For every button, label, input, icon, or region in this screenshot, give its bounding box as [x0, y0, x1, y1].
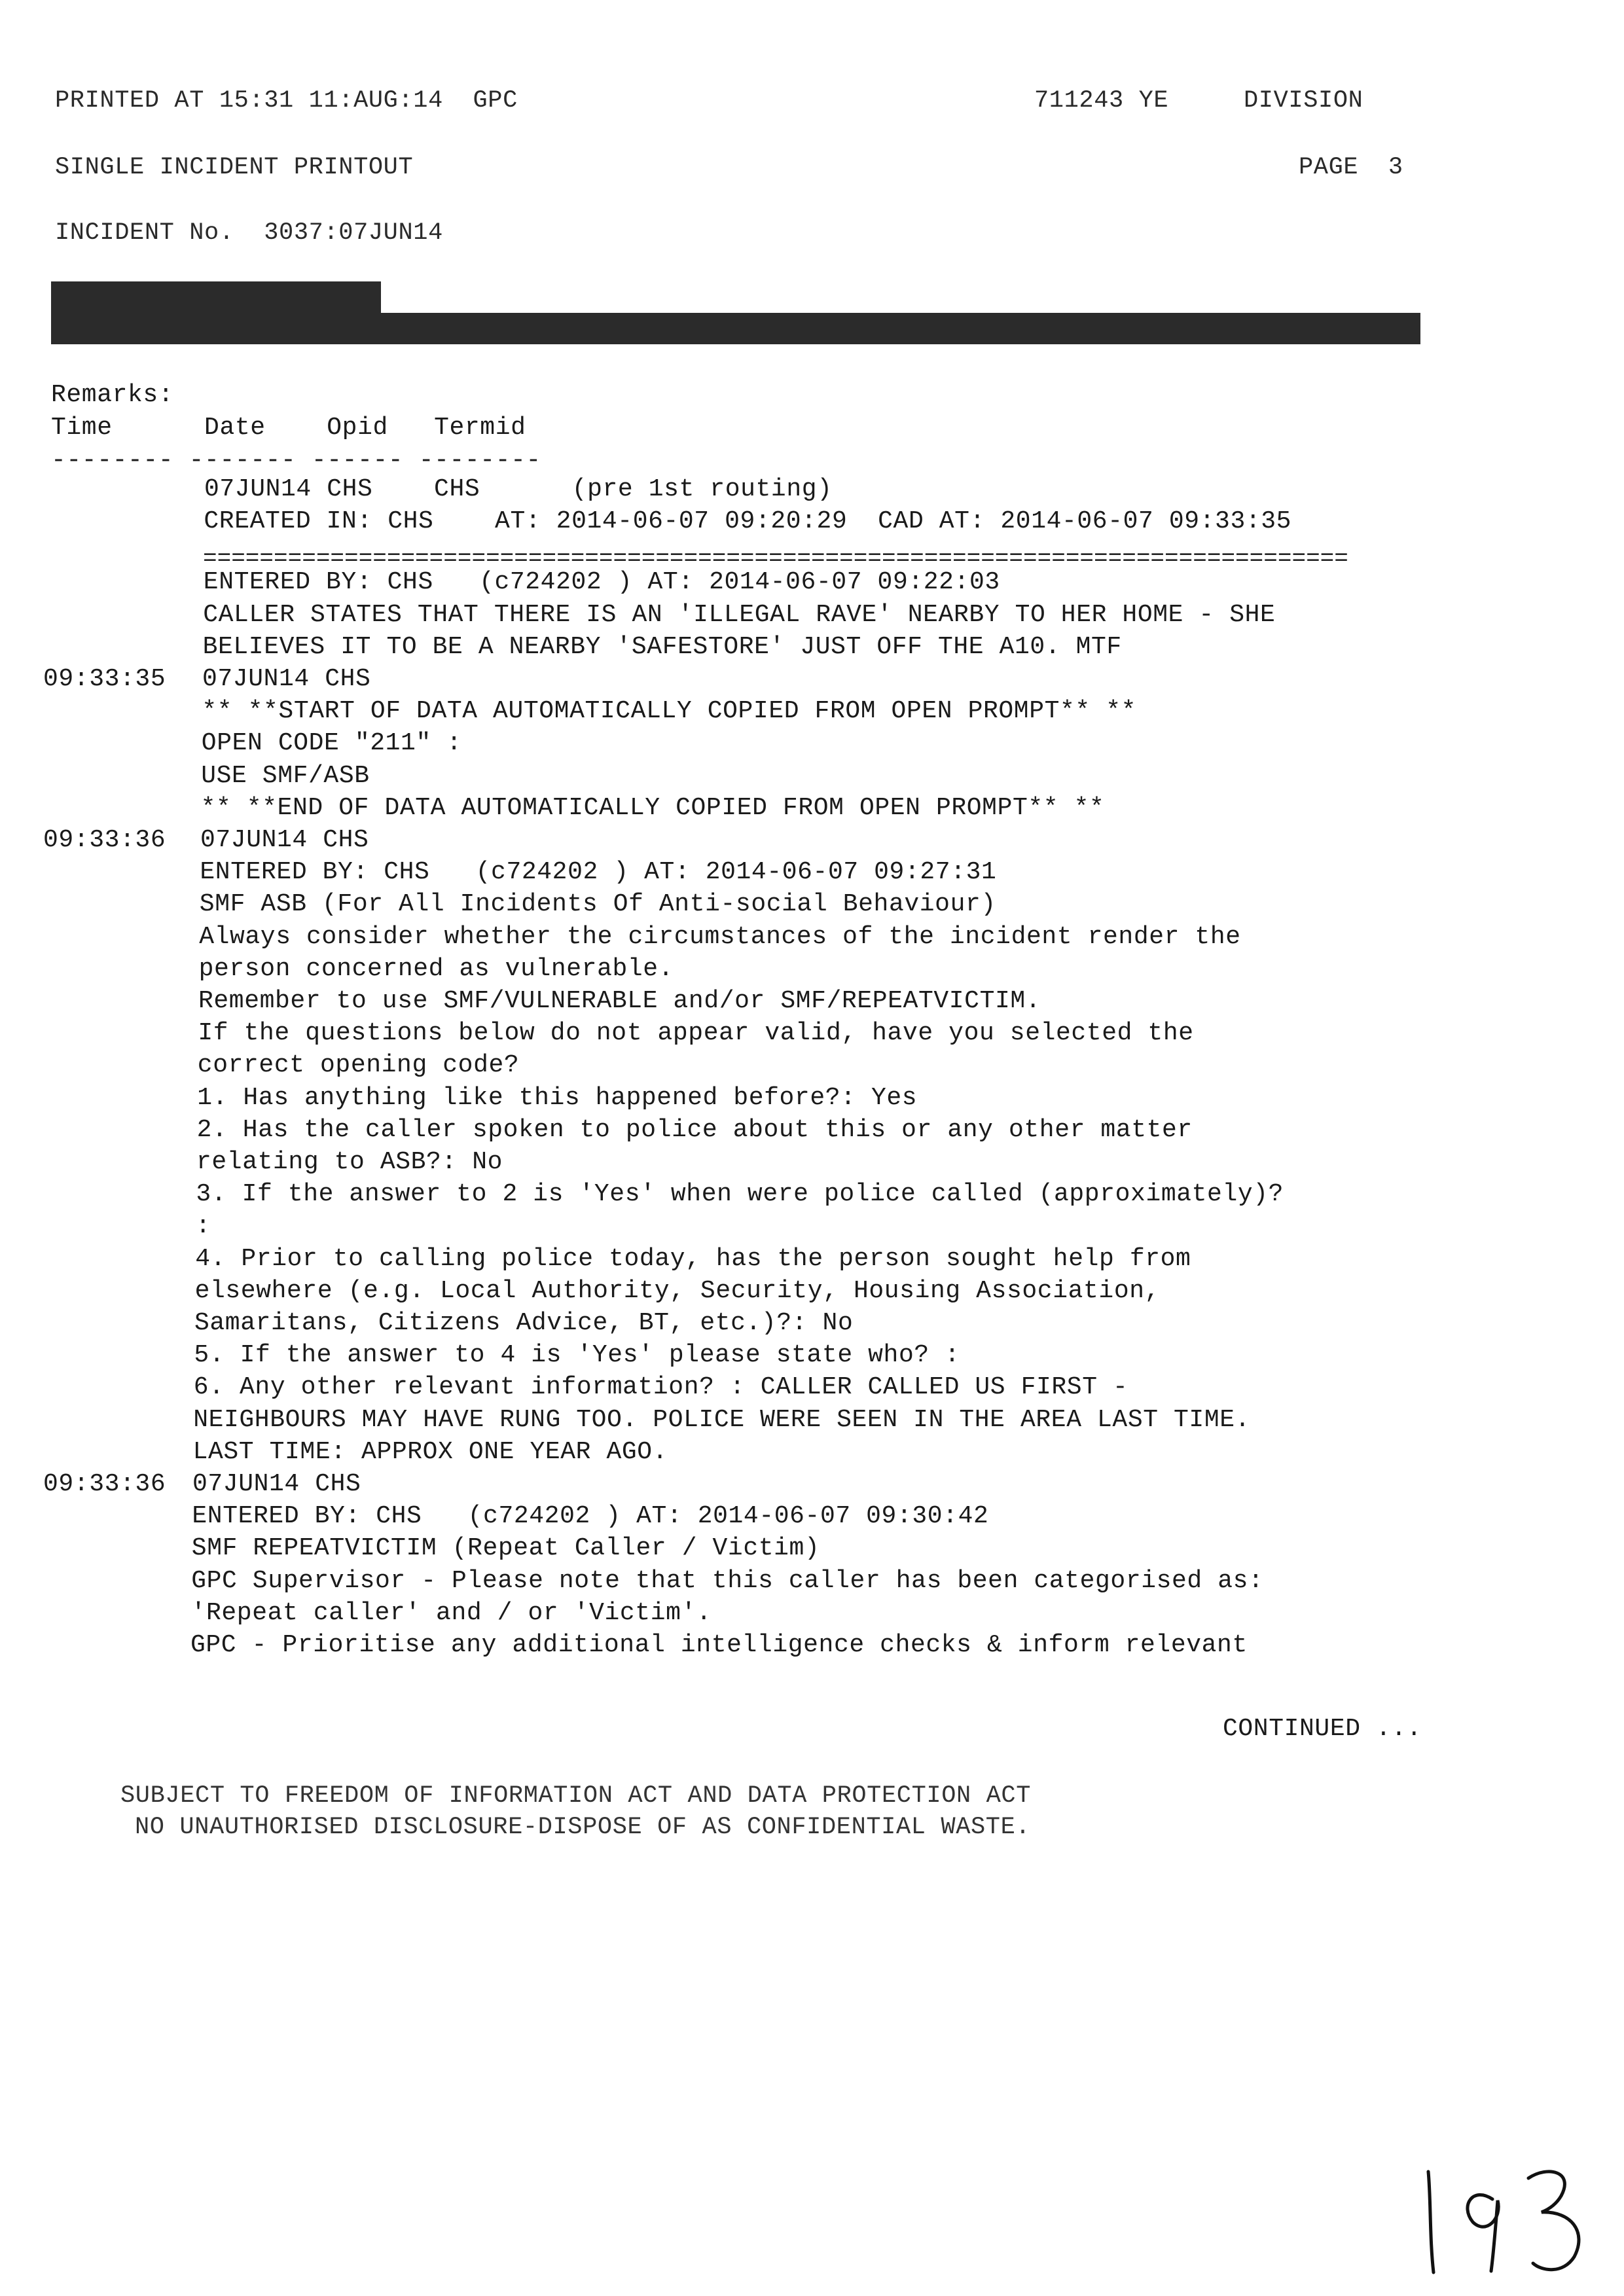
footer-line-1: SUBJECT TO FREEDOM OF INFORMATION ACT AND DATA PROTECTION ACT	[120, 1782, 1032, 1810]
remark-line: relating to ASB?: No	[196, 1148, 503, 1176]
remark-line: elsewhere (e.g. Local Authority, Security, Housing Association,	[194, 1276, 1161, 1305]
remark-line: correct opening code?	[197, 1051, 520, 1080]
division-label: DIVISION	[1244, 87, 1363, 115]
remark-line: ENTERED BY: CHS (c724202 ) AT: 2014-06-07 09:30:42	[192, 1502, 989, 1531]
remark-line: person concerned as vulnerable.	[198, 954, 674, 983]
remark-line: ENTERED BY: CHS (c724202 ) AT: 2014-06-07 09:22:03	[203, 568, 1000, 597]
page-label: PAGE 3	[1299, 154, 1403, 181]
remark-line: GPC Supervisor - Please note that this caller has been categorised as:	[191, 1566, 1264, 1595]
remark-line: GPC - Prioritise any additional intelligence checks & inform relevant	[190, 1631, 1248, 1659]
remark-line: If the questions below do not appear valid, have you selected the	[198, 1019, 1194, 1048]
remark-line: NEIGHBOURS MAY HAVE RUNG TOO. POLICE WERE SEEN IN THE AREA LAST TIME.	[193, 1405, 1251, 1434]
remark-line: 07JUN14 CHS CHS (pre 1st routing)	[204, 475, 833, 503]
entry-time: 09:33:36	[43, 1470, 166, 1498]
remark-line: ENTERED BY: CHS (c724202 ) AT: 2014-06-07 09:27:31	[200, 858, 997, 887]
remark-line: Samaritans, Citizens Advice, BT, etc.)?: No	[194, 1309, 854, 1337]
remark-line: ** **END OF DATA AUTOMATICALLY COPIED FROM OPEN PROMPT** **	[200, 793, 1105, 822]
remark-line: 07JUN14 CHS	[192, 1470, 361, 1498]
printed-at: PRINTED AT 15:31 11:AUG:14 GPC	[55, 87, 518, 115]
footer-line-2: NO UNAUTHORISED DISCLOSURE-DISPOSE OF AS CONFIDENTIAL WASTE.	[135, 1814, 1031, 1841]
handwritten-page-number	[1414, 2160, 1610, 2278]
remark-line: 3. If the answer to 2 is 'Yes' when were police called (approximately)?	[196, 1180, 1284, 1209]
entry-time: 09:33:36	[43, 826, 166, 854]
remarks-columns: Time Date Opid Termid	[51, 414, 526, 442]
remark-line: 6. Any other relevant information? : CALLER CALLED US FIRST -	[193, 1373, 1128, 1402]
remarks-dashes: -------- ------- ------ --------	[51, 446, 541, 475]
remark-line: 07JUN14 CHS	[202, 665, 371, 693]
remark-line: CALLER STATES THAT THERE IS AN 'ILLEGAL RAVE' NEARBY TO HER HOME - SHE	[203, 600, 1276, 629]
remark-line: 07JUN14 CHS	[200, 826, 369, 854]
remark-line: :	[195, 1212, 211, 1241]
remark-line: 5. If the answer to 4 is 'Yes' please state who? :	[194, 1341, 960, 1370]
remark-line: ** **START OF DATA AUTOMATICALLY COPIED FROM OPEN PROMPT** **	[202, 697, 1137, 726]
remark-line: 2. Has the caller spoken to police about this or any other matter	[196, 1115, 1193, 1144]
remark-line: OPEN CODE "211" :	[201, 729, 462, 758]
continued-label: CONTINUED ...	[1223, 1715, 1422, 1743]
redaction-notch	[381, 281, 1420, 313]
incident-number: INCIDENT No. 3037:07JUN14	[55, 219, 443, 247]
remarks-label: Remarks:	[51, 381, 174, 409]
remark-line: LAST TIME: APPROX ONE YEAR AGO.	[192, 1437, 668, 1466]
remark-line: CREATED IN: CHS AT: 2014-06-07 09:20:29 CAD AT: 2014-06-07 09:33:35	[204, 507, 1292, 536]
remark-line: 4. Prior to calling police today, has the person sought help from	[195, 1244, 1191, 1273]
remark-line: SMF ASB (For All Incidents Of Anti-social Behaviour)	[199, 890, 996, 919]
remark-line: 1. Has anything like this happened before?: Yes	[197, 1083, 918, 1112]
remark-line: BELIEVES IT TO BE A NEARBY 'SAFESTORE' JUST OFF THE A10. MTF	[202, 632, 1122, 661]
document-title: SINGLE INCIDENT PRINTOUT	[55, 154, 414, 181]
remark-line: Remember to use SMF/VULNERABLE and/or SMF/REPEATVICTIM.	[198, 987, 1041, 1015]
redaction-bar-lower	[381, 313, 1420, 344]
separator-rule: =================================================================================	[203, 545, 1348, 572]
entry-time: 09:33:35	[43, 665, 166, 693]
remark-line: Always consider whether the circumstances of the incident render the	[199, 922, 1241, 951]
remark-line: USE SMF/ASB	[201, 761, 370, 790]
remark-line: 'Repeat caller' and / or 'Victim'.	[190, 1598, 712, 1627]
division-code: 711243 YE	[1034, 87, 1169, 115]
remark-line: SMF REPEATVICTIM (Repeat Caller / Victim)	[191, 1534, 820, 1563]
